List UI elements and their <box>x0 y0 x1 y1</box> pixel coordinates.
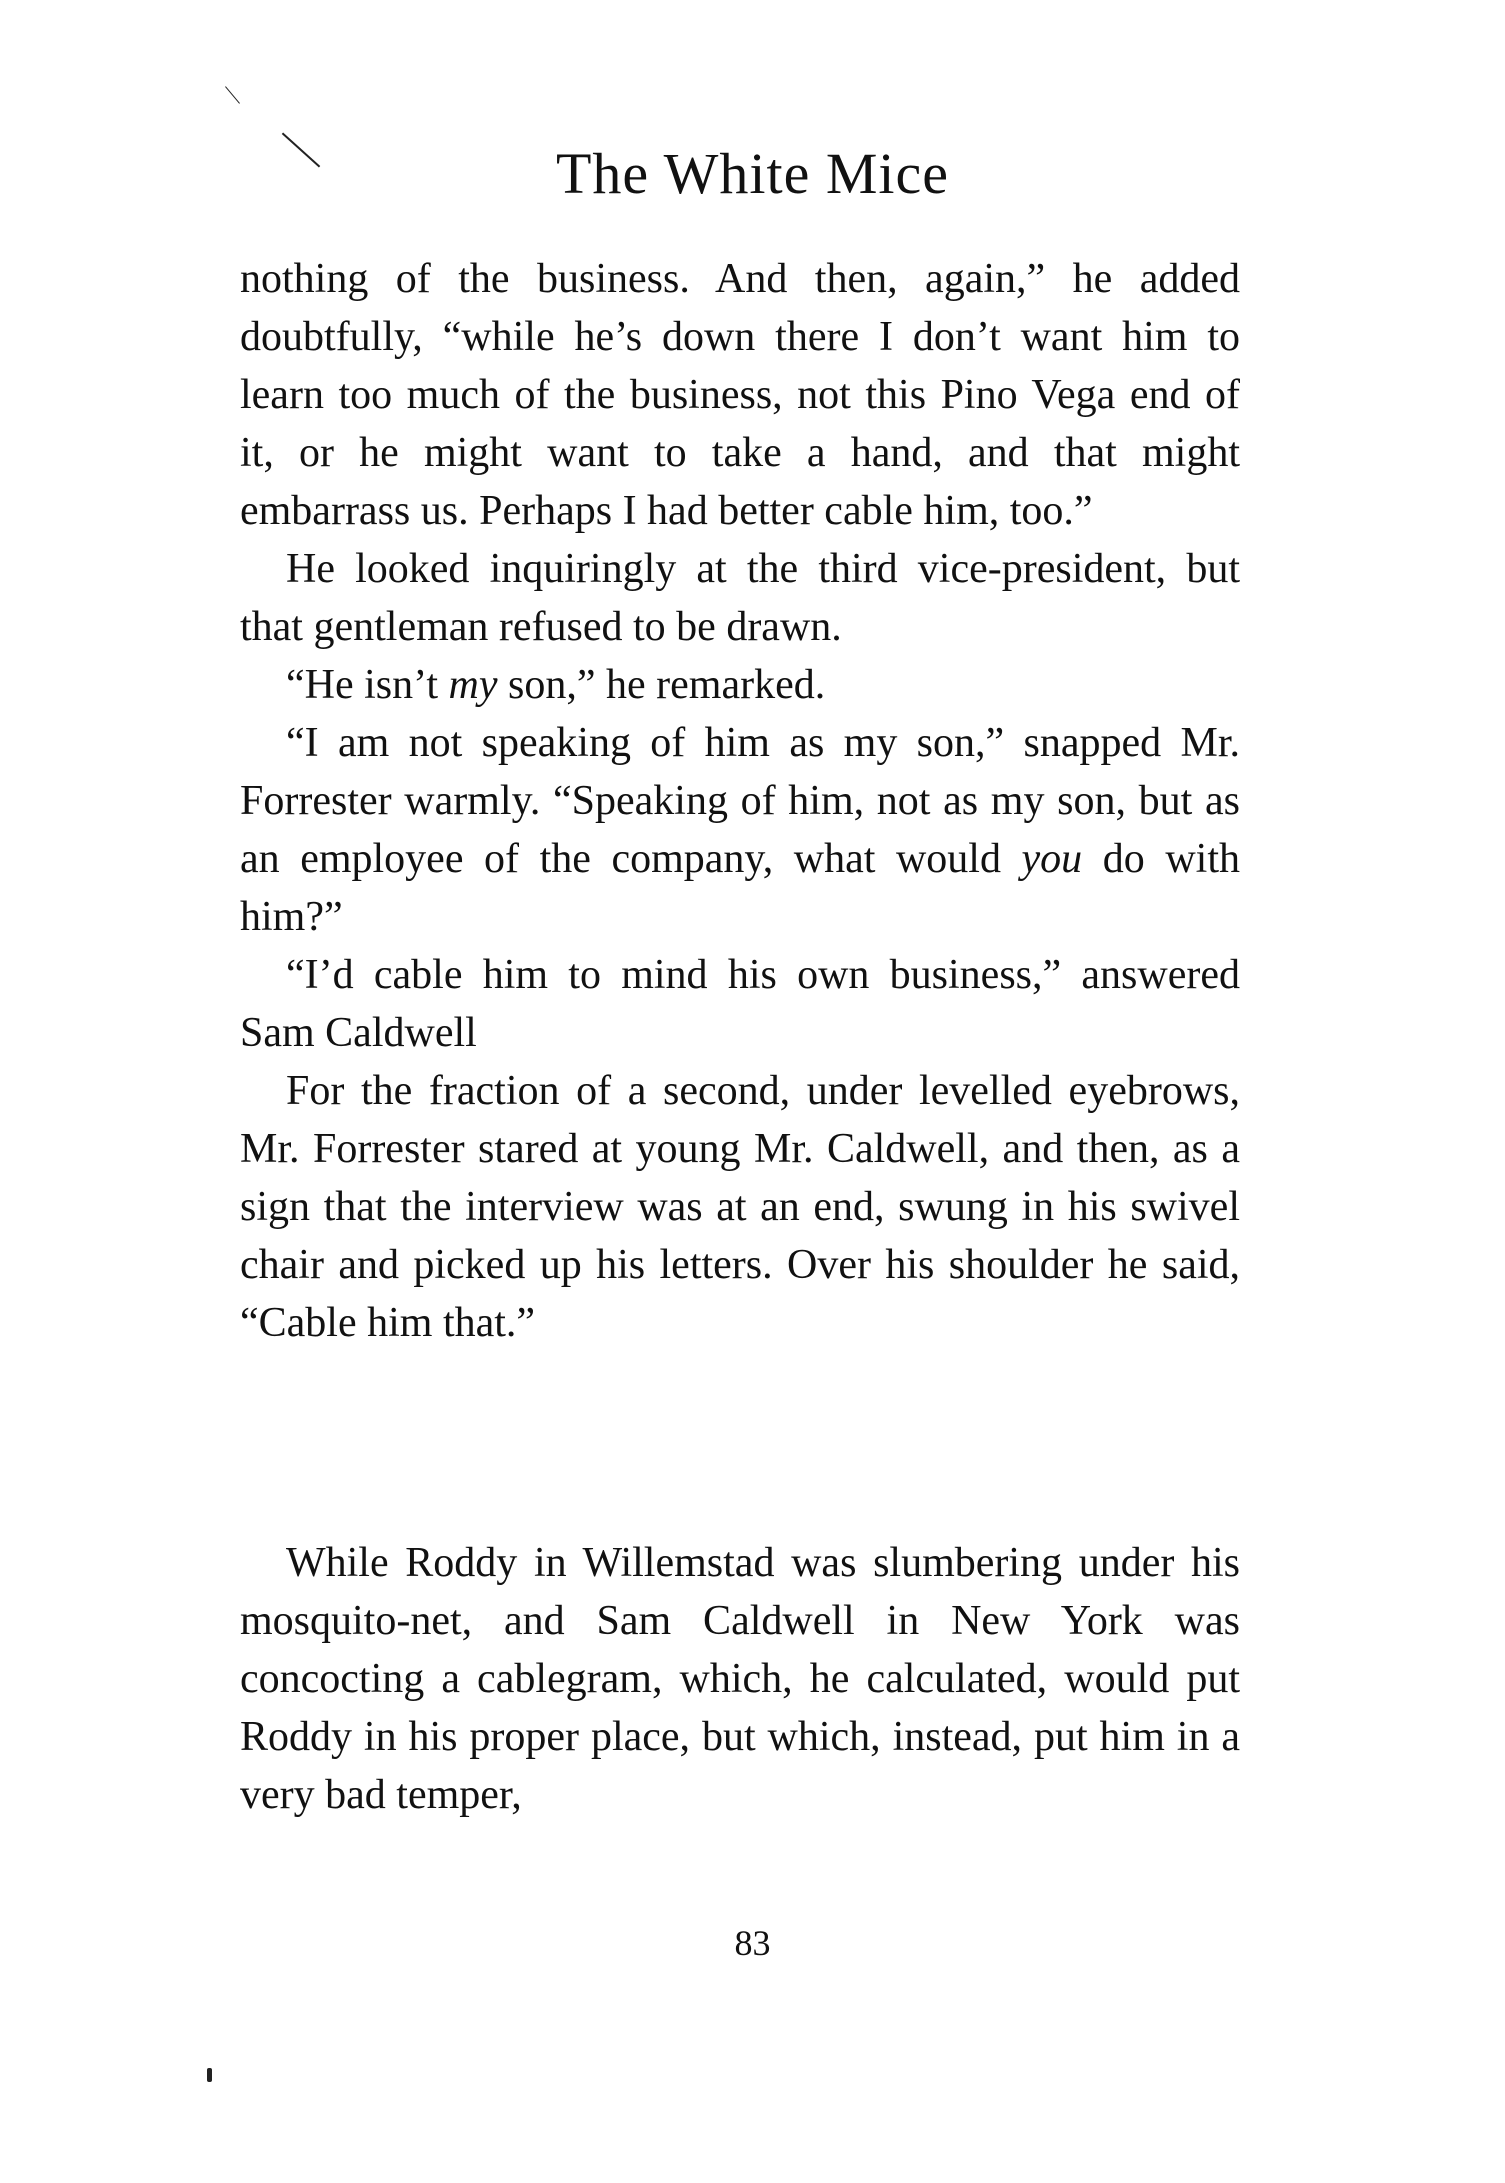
page-number: 83 <box>734 1923 771 1963</box>
paragraph-2: He looked inquiringly at the third vice-president, but that gentleman refused to be drawn. <box>240 546 1240 650</box>
paragraph-6: For the fraction of a second, under levelled eyebrows, Mr. Forrester stared at young Mr. Caldwell, and then, as a sign that the interview was at an end, swung in his swivel chair and picked up his letters. Over his shoulder he said, “Cable him that.” <box>240 1068 1240 1346</box>
text-block-bottom <box>240 1534 1240 1824</box>
scan-speck <box>225 86 240 103</box>
paragraph-3: “He isn’t my son,” he remarked. <box>286 662 826 708</box>
paragraph-1: nothing of the business. And then, again,” he added doubtfully, “while he’s down there I don’t want him to learn too much of the business, not this Pino Vega end of it, or he might want to take a hand, and that might embarrass us. Perhaps I had better cable him, too.” <box>240 256 1240 534</box>
text-block-top <box>240 250 1240 1352</box>
paragraph-5: “I’d cable him to mind his own business,” answered Sam Caldwell <box>240 952 1240 1056</box>
scan-speck <box>207 2068 212 2082</box>
running-head: The White Mice <box>555 141 949 206</box>
paragraph-4: “I am not speaking of him as my son,” snapped Mr. Forrester warmly. “Speaking of him, not as my son, but as an employee of the company, what would you do with him?” <box>240 720 1240 940</box>
paragraph-7: While Roddy in Willemstad was slumbering under his mosquito-net, and Sam Caldwell in New York was concocting a cablegram, which, he calculated, would put Roddy in his proper place, but which, instead, put him in a very bad temper, <box>240 1540 1240 1818</box>
